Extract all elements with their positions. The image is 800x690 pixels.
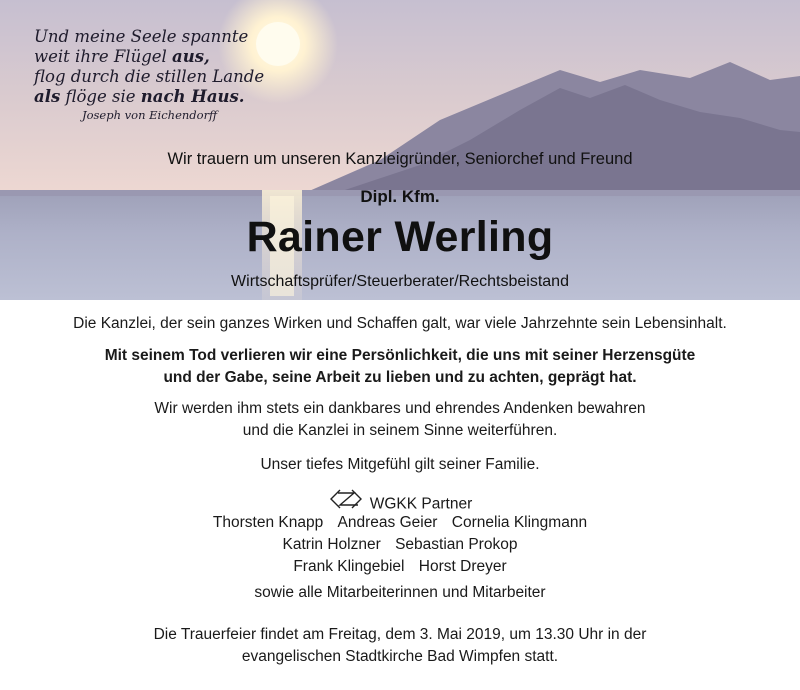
condolence-line: Unser tiefes Mitgefühl gilt seiner Familie.	[260, 456, 540, 473]
remembrance-paragraph	[0, 398, 800, 442]
signatory: Frank Klingebiel	[293, 558, 405, 575]
tribute-line-2: und der Gabe, seine Arbeit zu lieben und zu achten, geprägt hat.	[163, 369, 637, 386]
names-row-2	[0, 534, 800, 556]
tribute-paragraph	[0, 345, 800, 389]
poem-line-3: flog durch die stillen Lande	[34, 67, 265, 86]
academic-degree: Dipl. Kfm.	[360, 187, 440, 206]
poem-author: Joseph von Eichendorff	[82, 108, 218, 122]
poem	[34, 27, 264, 122]
remembrance-line-1: Wir werden ihm stets ein dankbares und ehrendes Andenken bewahren	[154, 400, 646, 417]
poem-line-1: Und meine Seele spannte	[34, 27, 249, 46]
poem-line-4: als flöge sie nach Haus.	[34, 87, 245, 106]
signatory: Horst Dreyer	[418, 558, 507, 575]
signatory-names	[0, 512, 800, 578]
poem-line-2: weit ihre Flügel aus,	[34, 47, 210, 66]
signatory: Thorsten Knapp	[212, 514, 324, 531]
header-photo	[0, 0, 800, 300]
funeral-info	[0, 624, 800, 668]
names-row-1	[0, 512, 800, 534]
remembrance-line-2: und die Kanzlei in seinem Sinne weiterführen.	[242, 422, 558, 439]
deceased-name: Rainer Werling	[246, 213, 554, 261]
signatory: Katrin Holzner	[282, 536, 381, 553]
tribute-line-1: Mit seinem Tod verlieren wir eine Persönlichkeit, die uns mit seiner Herzensgüte	[104, 347, 696, 364]
signatory: Andreas Geier	[337, 514, 438, 531]
funeral-line-2: evangelischen Stadtkirche Bad Wimpfen statt.	[241, 648, 559, 665]
profession: Wirtschaftsprüfer/Steuerberater/Rechtsbeistand	[231, 273, 569, 290]
signatory: Sebastian Prokop	[395, 536, 518, 553]
staff-line: sowie alle Mitarbeiterinnen und Mitarbeiter	[254, 584, 546, 601]
body-line-1: Die Kanzlei, der sein ganzes Wirken und Schaffen galt, war viele Jahrzehnte sein Lebensinhalt.	[73, 315, 727, 332]
firm-name: WGKK Partner	[369, 495, 473, 513]
signatory: Cornelia Klingmann	[451, 514, 588, 531]
names-row-3	[0, 556, 800, 578]
mourning-line: Wir trauern um unseren Kanzleigründer, Seniorchef und Freund	[167, 150, 633, 168]
funeral-line-1: Die Trauerfeier findet am Freitag, dem 3. Mai 2019, um 13.30 Uhr in der	[153, 626, 647, 643]
